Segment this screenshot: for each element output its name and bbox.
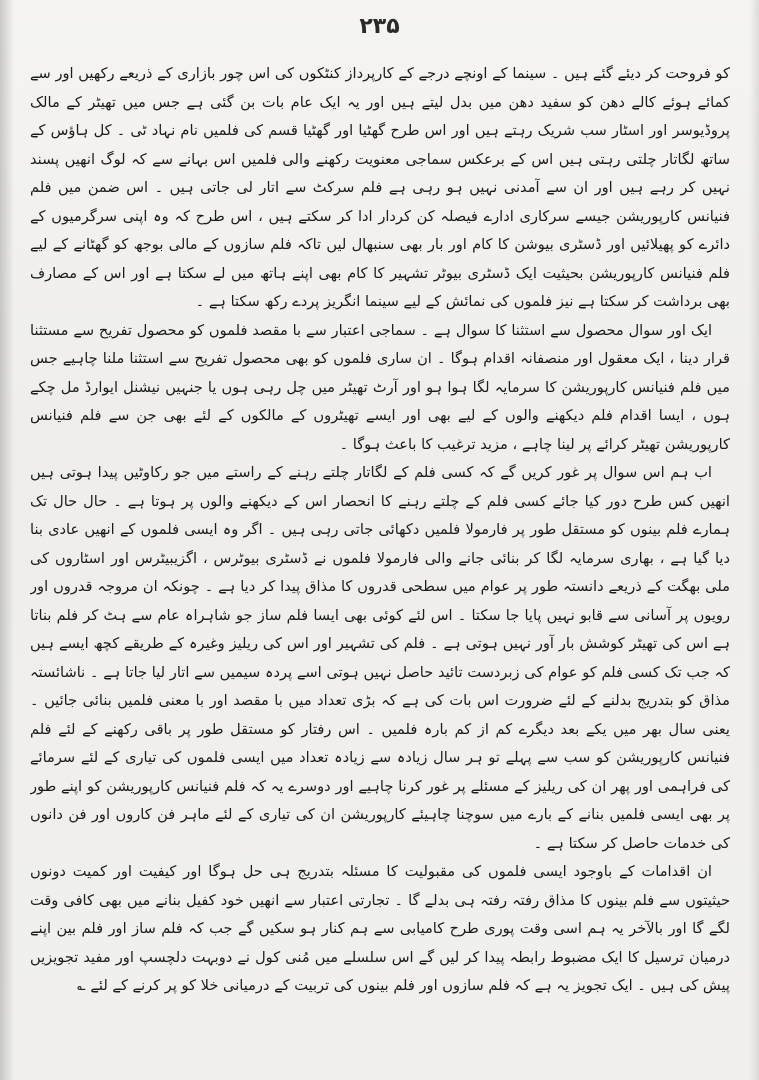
- body-text: [30, 60, 730, 1060]
- paragraph-3: اب ہم اس سوال پر غور کریں گے کہ کسی فلم کے لگاتار چلتے رہنے کے راستے میں جو رکاوٹیں پیدا ہوتی ہیں انھیں کس طرح دور کیا جائے کسی فلم کے چلتے رہنے کا انحصار اس کے دیکھنے والوں پر ہوتا ہے ۔ حال حال تک ہمارے فلم بینوں کو مستقل طور پر فارمولا فلمیں دکھائی جاتی رہی ہیں ۔ اگر وہ ایسی فلموں کے انھیں عادی بنا دیا گیا ہے ، بھاری سرمایہ لگا کر بنائی جانے والی فارمولا فلموں نے ڈسٹری بیوٹرس ، اگزیبیٹرس اور اسٹاروں کی ملی بھگت کے ذریعے دانستہ طور پر عوام میں سطحی قدروں کا مذاق پیدا کر دیا ہے ۔ چونکہ ان مروجہ قدروں اور رویوں پر آسانی سے قابو نہیں پایا جا سکتا ۔ اس لئے کوئی بھی ایسا فلم ساز جو شاہراہ عام سے ہٹ کر فلم بناتا ہے اس کی تھیٹر کوشش بار آور نہیں ہوتی ہے ۔ فلم کی تشہیر اور اس کی ریلیز وغیرہ کے طریقے کچھ ایسے ہیں کہ جب تک کسی فلم کو عوام کی زبردست تائید حاصل نہیں ہوتی اسے پردہ سیمیں سے اتار لیا جاتا ہے ۔ ناشائستہ مذاق کو بتدریج بدلنے کے لئے ضرورت اس بات کی ہے کہ بڑی تعداد میں با مقصد اور با معنی فلمیں بنائی جائیں ۔ یعنی سال بھر میں یکے بعد دیگرے کم از کم بارہ فلمیں ۔ اس رفتار کو مستقل طور پر باقی رکھنے کے لئے فلم فنیانس کارپوریشن کو سب سے پہلے تو ہر سال زیادہ سے زیادہ تعداد میں ایسی فلموں کی تیاری کے لئے سرمائے کی فراہمی اور پھر ان کی ریلیز کے مسئلے پر غور کرنا چاہیے اور دوسرے یہ کہ فلم فنیانس کارپوریشن کو اپنے طور پر بھی ایسی فلمیں بنانے کے بارے میں سوچنا چاہیئے کارپوریشن ان کی تیاری کے لئے ماہر فن کاروں اور فن دانوں کی خدمات حاصل کر سکتا ہے ۔: [30, 464, 730, 852]
- paragraph-1: کو فروحت کر دیئے گئے ہیں ۔ سینما کے اونچے درجے کے کارپرداز کنٹکوں کی اس چور بازاری کے ذریعے رکھیں اور سے کمائے ہوئے کالے دھن کو سفید دھن میں بدل لیتے ہیں اور یہ ایک عام بات بن گئی ہے جس میں تھیٹر کے مالک پروڈیوسر اور اسٹار سب شریک رہتے ہیں اور اس طرح گھٹیا اور گھٹیا قسم کی فلمیں نام نہاد ٹی ۔ کل ہاؤس کے ساتھ لگاتار چلتی رہتی ہیں اس کے برعکس سماجی معنویت رکھنے والی فلمیں اس بہانے سے کہ لوگ انھیں پسند نہیں کر رہے ہیں اور ان سے آمدنی نہیں ہو رہی ہے فلم سرکٹ سے اتار لی جاتی ہیں ۔ اس ضمن میں فلم فنیانس کارپوریشن جیسے سرکاری ادارے فیصلہ کن کردار ادا کر سکتے ہیں ، اس طرح کہ وہ اپنی سرگرمیوں کے دائرے کو پھیلائیں اور ڈسٹری بیوشن کا کام اور بار بھی سنبھال لیں تاکہ فلم سازوں کے مالی بوجھ کو گھٹانے کے لیے فلم فنیانس کارپوریشن بحیثیت ایک ڈسٹری بیوٹر تشہیر کا کام بھی اپنے ہاتھ میں لے سکتا ہے اور اس کے مصارف بھی برداشت کر سکتا ہے نیز فلموں کی نمائش کے لیے سینما انگریز پردے رکھ سکتا ہے ۔: [30, 65, 730, 310]
- page-edge-shadow-right: [749, 0, 759, 1080]
- paragraph-4: ان اقدامات کے باوجود ایسی فلموں کی مقبولیت کا مسئلہ بتدریج ہی حل ہوگا اور کیفیت اور کمیت دونوں حیثیتوں سے فلم بینوں کا مذاق رفتہ رفتہ ہی بدلے گا ۔ تجارتی اعتبار سے انھیں خود کفیل بنانے میں بھی کافی وقت لگے گا اور بالآخر یہ ہم اسی وقت پوری طرح کامیابی سے ہم کنار ہو سکیں گے جب کہ فلم ساز اور فلم بین اپنے درمیان ترسیل کا ایک مضبوط رابطہ پیدا کر لیں گے اس سلسلے میں مُنی کول نے دوبہت دلچسپ اور مفید تجویزیں پیش کی ہیں ۔ ایک تجویز یہ ہے کہ فلم سازوں اور فلم بینوں کی تربیت کے درمیانی خلا کو پر کرنے کے لئے ؎: [30, 863, 730, 994]
- page-edge-shadow-left: [0, 0, 14, 1080]
- paragraph-2: ایک اور سوال محصول سے استثنا کا سوال ہے ۔ سماجی اعتبار سے با مقصد فلموں کو محصول تفریح سے مستثنا قرار دینا ، ایک معقول اور منصفانہ اقدام ہوگا ۔ ان ساری فلموں کو بھی محصول تفریح سے استثنا ملنا چاہیے جس میں فلم فنیانس کارپوریشن کا سرمایہ لگا ہوا ہو اور آرٹ تھیٹر میں چل رہی ہوں یا جنہیں نیشنل ایوارڈ مل چکے ہوں ، ایسا اقدام فلم دیکھنے والوں کے لیے بھی اور ایسے تھیٹروں کے مالکوں کے لئے بھی جن سے فلم فنیانس کارپوریشن تھیٹر کرائے پر لینا چاہے ، مزید ترغیب کا باعث ہوگا ۔: [30, 321, 730, 453]
- page-number: ۲۳۵: [359, 14, 400, 39]
